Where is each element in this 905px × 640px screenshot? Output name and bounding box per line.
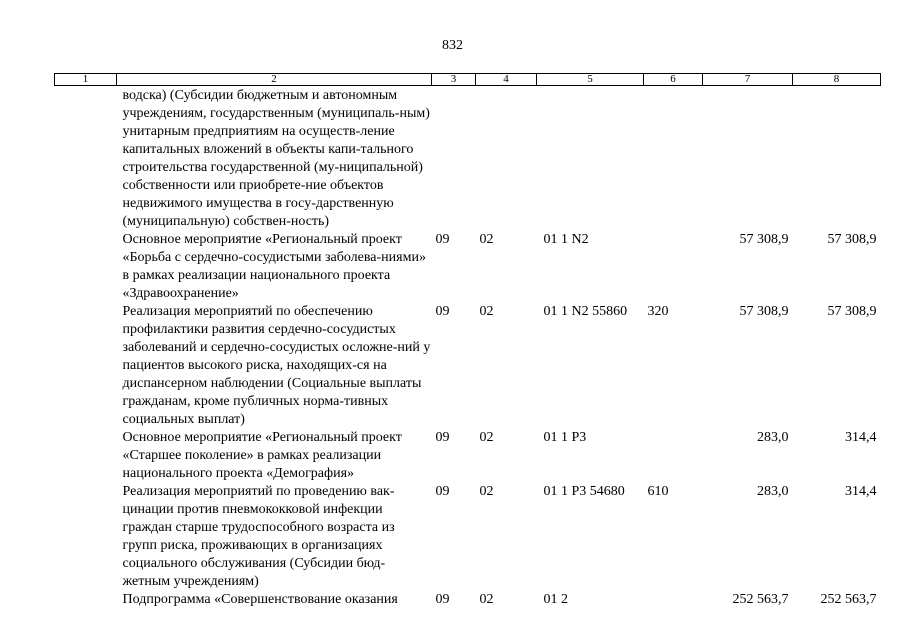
csr-cell — [537, 86, 644, 232]
row-number-cell — [55, 231, 117, 303]
rz-cell: 09 — [435, 484, 450, 499]
sum-year2-cell: 314,4 — [845, 430, 877, 445]
row-number-cell — [55, 591, 117, 609]
csr-cell: 01 1 P3 54680 — [543, 484, 625, 499]
sum-year1-cell: 57 308,9 — [739, 232, 789, 247]
rz-cell: 09 — [435, 430, 450, 445]
row-number-cell — [55, 86, 117, 232]
table-row — [55, 303, 881, 429]
budget-table — [54, 73, 881, 609]
sum-year2-cell: 57 308,9 — [827, 232, 877, 247]
vr-cell: 320 — [647, 304, 669, 319]
csr-cell: 01 1 N2 55860 — [543, 304, 628, 319]
sum-year1-cell — [703, 86, 793, 232]
pr-cell: 02 — [479, 592, 494, 607]
description-cell: Основное мероприятие «Региональный проект «Борьба с сердечно-сосудистыми заболева-ниями» в рамках реализации национального проекта «Здравоохранение» — [122, 232, 426, 301]
vr-cell — [644, 86, 703, 232]
sum-year2-cell: 57 308,9 — [827, 304, 877, 319]
pr-cell: 02 — [479, 304, 494, 319]
row-number-cell — [55, 483, 117, 591]
row-number-cell — [55, 303, 117, 429]
column-header-1: 1 — [55, 74, 117, 86]
pr-cell — [476, 86, 537, 232]
table-row — [55, 429, 881, 483]
rz-cell: 09 — [435, 592, 450, 607]
column-number-header — [55, 74, 881, 86]
row-number-cell — [55, 429, 117, 483]
rz-cell — [432, 86, 476, 232]
pr-cell: 02 — [479, 232, 494, 247]
sum-year2-cell: 314,4 — [845, 484, 877, 499]
csr-cell: 01 1 N2 — [543, 232, 589, 247]
rz-cell: 09 — [435, 232, 450, 247]
description-cell: Реализация мероприятий по обеспечению профилактики развития сердечно-сосудистых заболеваний и сердечно-сосудистых осложне-ний у пациентов высокого риска, находящих-ся на диспансерном наблюдении (Социальные выплаты гражданам, кроме публичных норма-тивных социальных выплат) — [122, 304, 431, 427]
table-row — [55, 483, 881, 591]
table-row — [55, 591, 881, 609]
page-number: 832 — [442, 38, 463, 53]
rz-cell: 09 — [435, 304, 450, 319]
vr-cell: 610 — [647, 484, 669, 499]
sum-year2-cell: 252 563,7 — [820, 592, 877, 607]
table-row — [55, 86, 881, 232]
table-row — [55, 231, 881, 303]
column-header-4: 4 — [476, 74, 537, 86]
column-header-3: 3 — [432, 74, 476, 86]
sum-year2-cell — [793, 86, 881, 232]
csr-cell: 01 2 — [543, 592, 568, 607]
description-cell: Реализация мероприятий по проведению вак-цинации против пневмококковой инфекции граждан старше трудоспособного возраста из групп риска, проживающих в организациях социального обслуживания (Субсидии бюд-жетным учреждениям) — [122, 484, 395, 589]
description-cell: Подпрограмма «Совершенствование оказания — [122, 592, 398, 607]
vr-cell — [644, 231, 703, 303]
csr-cell: 01 1 P3 — [543, 430, 587, 445]
column-header-6: 6 — [644, 74, 703, 86]
description-cell: водска) (Субсидии бюджетным и автономным учреждениям, государственным (муниципаль-ным) унитарным предприятиям на осуществ-ление капитальных вложений в объекты капи-тального строительства государственной (му-ниципальной) собственности или приобрете-ние объектов недвижимого имущества в госу-дарственную (муниципальную) собствен-ность) — [122, 88, 430, 229]
pr-cell: 02 — [479, 430, 494, 445]
vr-cell — [644, 591, 703, 609]
description-cell: Основное мероприятие «Региональный проект «Старшее поколение» в рамках реализации национального проекта «Демография» — [122, 430, 402, 481]
column-header-5: 5 — [537, 74, 644, 86]
pr-cell: 02 — [479, 484, 494, 499]
vr-cell — [644, 429, 703, 483]
column-header-7: 7 — [703, 74, 793, 86]
sum-year1-cell: 283,0 — [757, 430, 789, 445]
sum-year1-cell: 252 563,7 — [732, 592, 789, 607]
sum-year1-cell: 57 308,9 — [739, 304, 789, 319]
column-header-8: 8 — [793, 74, 881, 86]
column-header-2: 2 — [117, 74, 432, 86]
sum-year1-cell: 283,0 — [757, 484, 789, 499]
